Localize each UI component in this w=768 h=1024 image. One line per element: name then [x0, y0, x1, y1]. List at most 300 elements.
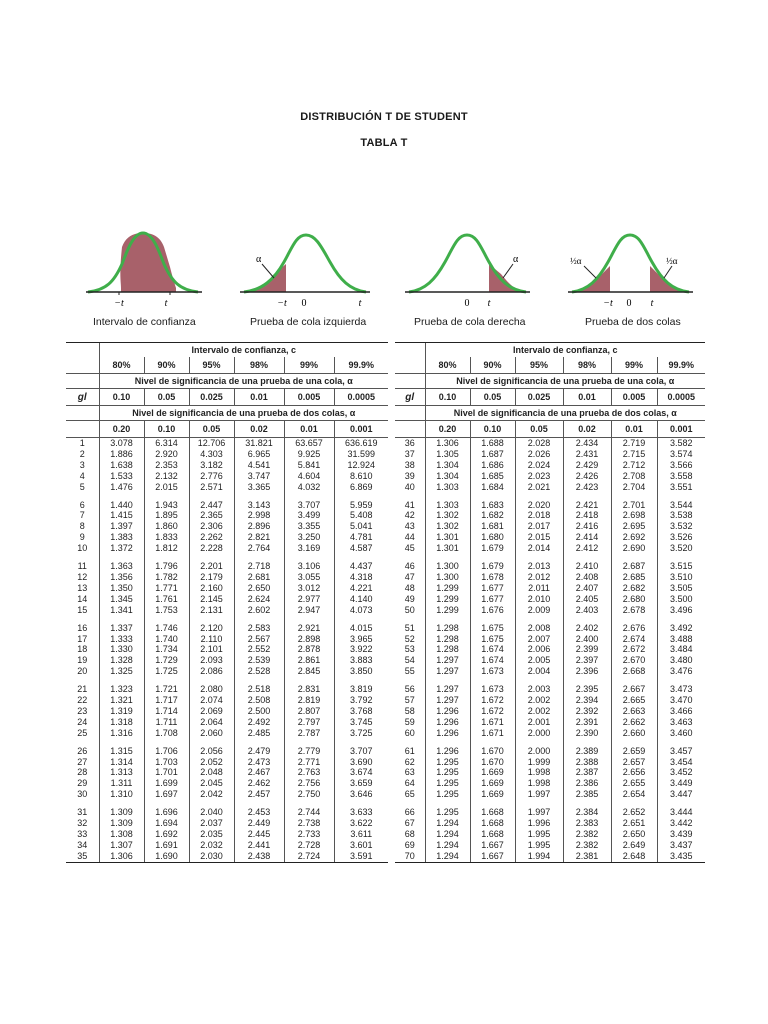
gl-cell: 69	[404, 839, 415, 850]
alpha-two-tail: 0.02	[563, 421, 611, 438]
t-value-cell: 2.648	[611, 851, 657, 862]
table-row	[395, 634, 705, 645]
t-value-cell: 1.994	[515, 851, 563, 862]
t-value-cell: 2.381	[563, 851, 611, 862]
t-value-cell: 1.397	[99, 521, 144, 532]
t-value-cell: 1.694	[144, 818, 189, 829]
gl-cell: 7	[79, 510, 85, 521]
t-value-cell: 1.681	[470, 521, 515, 532]
table-row	[66, 521, 388, 532]
gl-cell: 30	[77, 789, 88, 800]
table-row	[395, 623, 705, 634]
t-value-cell: 1.670	[470, 757, 515, 768]
t-value-cell: 3.515	[657, 561, 705, 572]
t-value-cell: 2.457	[234, 789, 284, 800]
t-value-cell: 5.841	[284, 460, 334, 471]
label-neg-t: −t	[114, 298, 124, 309]
t-value-cell: 2.738	[284, 818, 334, 829]
table-row	[66, 851, 388, 862]
table-row	[395, 482, 705, 493]
t-value-cell: 2.651	[611, 818, 657, 829]
label-t: t	[487, 298, 491, 309]
conf-level: 98%	[563, 357, 611, 374]
t-value-cell: 9.925	[284, 449, 334, 460]
conf-level: 95%	[189, 357, 234, 374]
t-value-cell: 2.921	[284, 623, 334, 634]
t-value-cell: 31.599	[334, 449, 388, 460]
table-row	[66, 746, 388, 757]
t-value-cell: 3.520	[657, 543, 705, 554]
gl-cell: 53	[404, 644, 415, 655]
t-value-cell: 1.996	[515, 818, 563, 829]
t-value-cell: 3.725	[334, 728, 388, 739]
table-row	[395, 438, 705, 449]
alpha-label: α	[513, 254, 519, 265]
curve-confidence-interval	[86, 230, 202, 320]
t-value-cell: 2.179	[189, 572, 234, 583]
t-value-cell: 2.001	[515, 717, 563, 728]
t-value-cell: 2.093	[189, 655, 234, 666]
t-value-cell: 2.819	[284, 695, 334, 706]
t-value-cell: 1.895	[144, 510, 189, 521]
t-value-cell: 1.308	[99, 829, 144, 840]
t-value-cell: 2.668	[611, 666, 657, 677]
t-value-cell: 1.683	[470, 500, 515, 511]
t-value-cell: 2.391	[563, 717, 611, 728]
gl-cell: 36	[404, 438, 415, 448]
t-value-cell: 2.704	[611, 482, 657, 493]
gl-cell: 9	[79, 532, 85, 543]
t-value-cell: 1.296	[425, 746, 470, 757]
t-value-cell: 3.055	[284, 572, 334, 583]
t-value-cell: 2.131	[189, 605, 234, 616]
t-value-cell: 3.492	[657, 623, 705, 634]
table-row	[66, 706, 388, 717]
t-value-cell: 1.725	[144, 666, 189, 677]
t-value-cell: 2.692	[611, 532, 657, 543]
t-value-cell: 1.298	[425, 623, 470, 634]
t-value-cell: 4.032	[284, 482, 334, 493]
t-value-cell: 3.078	[99, 438, 144, 449]
table-row	[66, 572, 388, 583]
t-value-cell: 2.365	[189, 510, 234, 521]
t-value-cell: 1.692	[144, 829, 189, 840]
gl-cell: 24	[77, 716, 88, 727]
t-value-cell: 1.667	[470, 840, 515, 851]
t-value-cell: 3.437	[657, 840, 705, 851]
t-value-cell: 3.106	[284, 561, 334, 572]
t-value-cell: 1.304	[425, 460, 470, 471]
t-value-cell: 2.405	[563, 594, 611, 605]
t-value-cell: 2.447	[189, 500, 234, 511]
t-value-cell: 3.674	[334, 767, 388, 778]
t-value-cell: 6.965	[234, 449, 284, 460]
conf-level: 99%	[284, 357, 334, 374]
gl-cell: 31	[77, 807, 88, 818]
t-value-cell: 1.995	[515, 840, 563, 851]
t-value-cell: 1.313	[99, 767, 144, 778]
t-value-cell: 3.169	[284, 543, 334, 554]
gl-cell: 50	[404, 604, 415, 615]
alpha-one-tail: 0.005	[284, 389, 334, 406]
t-value-cell: 2.438	[234, 851, 284, 862]
t-value-cell: 2.687	[611, 561, 657, 572]
t-value-cell: 3.591	[334, 851, 388, 862]
t-value-cell: 2.069	[189, 706, 234, 717]
t-value-cell: 2.410	[563, 561, 611, 572]
t-value-cell: 1.304	[425, 471, 470, 482]
t-value-cell: 1.415	[99, 510, 144, 521]
t-value-cell: 2.685	[611, 572, 657, 583]
t-value-cell: 2.445	[234, 829, 284, 840]
t-table-right	[395, 342, 705, 863]
t-value-cell: 2.662	[611, 717, 657, 728]
table-row	[66, 695, 388, 706]
t-value-cell: 1.297	[425, 695, 470, 706]
gl-cell: 43	[404, 521, 415, 532]
t-value-cell: 1.440	[99, 500, 144, 511]
t-value-cell: 4.140	[334, 594, 388, 605]
t-value-cell: 2.000	[515, 746, 563, 757]
t-value-cell: 2.389	[563, 746, 611, 757]
gl-cell: 47	[404, 571, 415, 582]
conf-level: 99.9%	[334, 357, 388, 374]
t-value-cell: 2.421	[563, 500, 611, 511]
page-subtitle: TABLA T	[360, 137, 408, 149]
t-value-cell: 1.305	[425, 449, 470, 460]
t-value-cell: 2.650	[611, 829, 657, 840]
alpha-one-tail: 0.01	[234, 389, 284, 406]
t-value-cell: 2.228	[189, 543, 234, 554]
conf-level: 95%	[515, 357, 563, 374]
t-value-cell: 2.018	[515, 510, 563, 521]
t-value-cell: 2.719	[611, 438, 657, 449]
label-t: t	[650, 298, 654, 309]
t-value-cell: 1.796	[144, 561, 189, 572]
t-value-cell: 2.552	[234, 644, 284, 655]
t-value-cell: 1.671	[470, 728, 515, 739]
table-row	[395, 840, 705, 851]
alpha-one-tail: 0.0005	[334, 389, 388, 406]
t-value-cell: 3.747	[234, 471, 284, 482]
t-value-cell: 1.675	[470, 623, 515, 634]
gl-cell: 34	[77, 839, 88, 850]
t-value-cell: 3.792	[334, 695, 388, 706]
t-value-cell: 1.679	[470, 561, 515, 572]
t-value-cell: 2.388	[563, 757, 611, 768]
table-row	[66, 482, 388, 493]
t-value-cell: 2.024	[515, 460, 563, 471]
t-value-cell: 2.539	[234, 655, 284, 666]
caption-right-tail: Prueba de cola derecha	[414, 316, 526, 328]
t-value-cell: 2.518	[234, 684, 284, 695]
shaded-area	[120, 233, 176, 292]
t-value-cell: 2.017	[515, 521, 563, 532]
t-value-cell: 1.684	[470, 482, 515, 493]
t-value-cell: 3.488	[657, 634, 705, 645]
t-value-cell: 2.508	[234, 695, 284, 706]
t-value-cell: 2.652	[611, 807, 657, 818]
figure-left-tail	[240, 230, 370, 330]
t-value-cell: 1.299	[425, 594, 470, 605]
t-value-cell: 2.060	[189, 728, 234, 739]
table-row	[395, 789, 705, 800]
t-value-cell: 2.201	[189, 561, 234, 572]
alpha-two-tail: 0.20	[425, 421, 470, 438]
t-value-cell: 1.295	[425, 767, 470, 778]
t-value-cell: 2.021	[515, 482, 563, 493]
t-value-cell: 1.687	[470, 449, 515, 460]
label-neg-t: −t	[277, 298, 287, 309]
t-value-cell: 1.998	[515, 778, 563, 789]
t-value-cell: 2.015	[144, 482, 189, 493]
t-value-cell: 1.675	[470, 634, 515, 645]
t-value-cell: 2.680	[611, 594, 657, 605]
t-value-cell: 2.400	[563, 634, 611, 645]
t-value-cell: 2.384	[563, 807, 611, 818]
t-value-cell: 2.026	[515, 449, 563, 460]
gl-cell: 56	[404, 684, 415, 695]
t-value-cell: 2.035	[189, 829, 234, 840]
t-value-cell: 2.132	[144, 471, 189, 482]
label-zero: 0	[464, 298, 470, 309]
t-table-left	[66, 342, 388, 863]
t-value-cell: 1.303	[425, 482, 470, 493]
t-value-cell: 3.551	[657, 482, 705, 493]
t-value-cell: 1.706	[144, 746, 189, 757]
curve-right-tail	[405, 230, 530, 320]
t-value-cell: 4.318	[334, 572, 388, 583]
t-value-cell: 2.110	[189, 634, 234, 645]
t-value-cell: 3.444	[657, 807, 705, 818]
t-value-cell: 2.006	[515, 644, 563, 655]
gl-cell: 27	[77, 756, 88, 767]
table-row	[66, 778, 388, 789]
table-row	[66, 438, 388, 449]
t-value-cell: 2.418	[563, 510, 611, 521]
t-value-cell: 1.685	[470, 471, 515, 482]
t-value-cell: 12.706	[189, 438, 234, 449]
alpha-two-tail: 0.01	[284, 421, 334, 438]
gl-cell: 55	[404, 666, 415, 677]
t-value-cell: 3.460	[657, 728, 705, 739]
t-value-cell: 1.333	[99, 634, 144, 645]
t-value-cell: 2.396	[563, 666, 611, 677]
t-value-cell: 1.299	[425, 605, 470, 616]
gl-cell: 29	[77, 778, 88, 789]
t-value-cell: 31.821	[234, 438, 284, 449]
t-value-cell: 2.670	[611, 655, 657, 666]
table-row	[66, 634, 388, 645]
alpha-two-tail: 0.10	[144, 421, 189, 438]
t-value-cell: 1.350	[99, 583, 144, 594]
t-value-cell: 1.321	[99, 695, 144, 706]
t-value-cell: 63.657	[284, 438, 334, 449]
t-value-cell: 1.771	[144, 583, 189, 594]
label-t: t	[164, 298, 168, 309]
t-value-cell: 1.476	[99, 482, 144, 493]
t-value-cell: 1.674	[470, 655, 515, 666]
t-value-cell: 1.307	[99, 840, 144, 851]
gl-cell: 13	[77, 582, 88, 593]
alpha-two-tail: 0.05	[189, 421, 234, 438]
t-value-cell: 2.306	[189, 521, 234, 532]
t-value-cell: 3.883	[334, 655, 388, 666]
t-value-cell: 2.712	[611, 460, 657, 471]
t-value-cell: 3.544	[657, 500, 705, 511]
t-value-cell: 2.947	[284, 605, 334, 616]
header-gl: gl	[395, 389, 425, 406]
t-value-cell: 2.395	[563, 684, 611, 695]
t-value-cell: 1.295	[425, 778, 470, 789]
t-value-cell: 2.011	[515, 583, 563, 594]
t-value-cell: 3.012	[284, 583, 334, 594]
t-value-cell: 1.672	[470, 695, 515, 706]
t-value-cell: 1.677	[470, 583, 515, 594]
table-row	[66, 594, 388, 605]
t-value-cell: 2.023	[515, 471, 563, 482]
t-value-cell: 2.657	[611, 757, 657, 768]
t-value-cell: 1.299	[425, 583, 470, 594]
t-value-cell: 2.145	[189, 594, 234, 605]
t-value-cell: 2.462	[234, 778, 284, 789]
t-value-cell: 1.703	[144, 757, 189, 768]
t-value-cell: 2.441	[234, 840, 284, 851]
gl-cell: 5	[79, 481, 85, 492]
t-value-cell: 2.120	[189, 623, 234, 634]
alpha-two-tail: 0.10	[470, 421, 515, 438]
t-value-cell: 2.382	[563, 829, 611, 840]
t-value-cell: 2.624	[234, 594, 284, 605]
gl-cell: 23	[77, 705, 88, 716]
t-value-cell: 3.558	[657, 471, 705, 482]
t-value-cell: 1.345	[99, 594, 144, 605]
t-value-cell: 1.301	[425, 532, 470, 543]
t-value-cell: 1.668	[470, 829, 515, 840]
gl-cell: 70	[395, 851, 425, 862]
t-value-cell: 1.669	[470, 789, 515, 800]
t-value-cell: 2.602	[234, 605, 284, 616]
t-value-cell: 6.869	[334, 482, 388, 493]
conf-level: 80%	[425, 357, 470, 374]
t-value-cell: 2.479	[234, 746, 284, 757]
t-value-cell: 2.896	[234, 521, 284, 532]
t-value-cell: 8.610	[334, 471, 388, 482]
t-value-cell: 3.532	[657, 521, 705, 532]
t-value-cell: 3.965	[334, 634, 388, 645]
t-value-cell: 1.638	[99, 460, 144, 471]
t-value-cell: 2.733	[284, 829, 334, 840]
t-value-cell: 1.325	[99, 666, 144, 677]
gl-cell: 18	[77, 644, 88, 655]
t-value-cell: 3.182	[189, 460, 234, 471]
table-row	[66, 471, 388, 482]
t-value-cell: 1.294	[425, 851, 470, 862]
t-value-cell: 2.426	[563, 471, 611, 482]
t-value-cell: 3.435	[657, 851, 705, 862]
t-value-cell: 1.678	[470, 572, 515, 583]
table-row	[66, 655, 388, 666]
t-value-cell: 5.041	[334, 521, 388, 532]
gl-cell: 44	[404, 532, 415, 543]
t-value-cell: 2.032	[189, 840, 234, 851]
t-value-cell: 1.746	[144, 623, 189, 634]
t-value-cell: 1.686	[470, 460, 515, 471]
t-value-cell: 3.439	[657, 829, 705, 840]
t-value-cell: 2.030	[189, 851, 234, 862]
alpha-two-tail: 0.001	[657, 421, 705, 438]
gl-cell: 39	[404, 470, 415, 481]
gl-cell: 28	[77, 767, 88, 778]
t-value-cell: 1.363	[99, 561, 144, 572]
table-row	[66, 717, 388, 728]
t-value-cell: 1.729	[144, 655, 189, 666]
t-value-cell: 1.302	[425, 521, 470, 532]
t-value-cell: 3.454	[657, 757, 705, 768]
gl-cell: 42	[404, 510, 415, 521]
t-value-cell: 3.480	[657, 655, 705, 666]
t-value-cell: 1.297	[425, 655, 470, 666]
t-value-cell: 2.807	[284, 706, 334, 717]
table-row	[66, 583, 388, 594]
t-value-cell: 1.310	[99, 789, 144, 800]
t-value-cell: 1.669	[470, 778, 515, 789]
t-value-cell: 1.314	[99, 757, 144, 768]
alpha-one-tail: 0.10	[425, 389, 470, 406]
t-value-cell: 1.298	[425, 634, 470, 645]
table-row	[66, 789, 388, 800]
t-value-cell: 1.668	[470, 807, 515, 818]
t-value-cell: 2.412	[563, 543, 611, 554]
t-value-cell: 2.403	[563, 605, 611, 616]
t-value-cell: 5.959	[334, 500, 388, 511]
t-value-cell: 2.408	[563, 572, 611, 583]
t-value-cell: 3.633	[334, 807, 388, 818]
gl-cell: 41	[404, 499, 415, 510]
t-value-cell: 1.761	[144, 594, 189, 605]
t-value-cell: 2.667	[611, 684, 657, 695]
gl-cell: 59	[404, 716, 415, 727]
caption-confidence-interval: Intervalo de confianza	[93, 316, 196, 328]
t-value-cell: 2.715	[611, 449, 657, 460]
t-value-cell: 2.402	[563, 623, 611, 634]
t-value-cell: 3.500	[657, 594, 705, 605]
t-value-cell: 3.449	[657, 778, 705, 789]
table-row	[66, 510, 388, 521]
t-value-cell: 1.734	[144, 644, 189, 655]
t-value-cell: 3.365	[234, 482, 284, 493]
t-value-cell: 3.526	[657, 532, 705, 543]
t-value-cell: 2.656	[611, 767, 657, 778]
t-value-cell: 2.764	[234, 543, 284, 554]
t-value-cell: 2.387	[563, 767, 611, 778]
t-value-cell: 2.878	[284, 644, 334, 655]
t-value-cell: 1.886	[99, 449, 144, 460]
gl-cell: 45	[404, 543, 415, 554]
t-value-cell: 1.697	[144, 789, 189, 800]
figure-two-tail	[568, 230, 693, 330]
table-row	[395, 757, 705, 768]
gl-cell: 10	[77, 543, 88, 554]
figure-confidence-interval	[86, 230, 202, 330]
t-value-cell: 2.052	[189, 757, 234, 768]
t-value-cell: 3.463	[657, 717, 705, 728]
t-value-cell: 3.850	[334, 666, 388, 677]
conf-level: 80%	[99, 357, 144, 374]
t-value-cell: 2.003	[515, 684, 563, 695]
table-row	[66, 449, 388, 460]
table-row	[395, 572, 705, 583]
